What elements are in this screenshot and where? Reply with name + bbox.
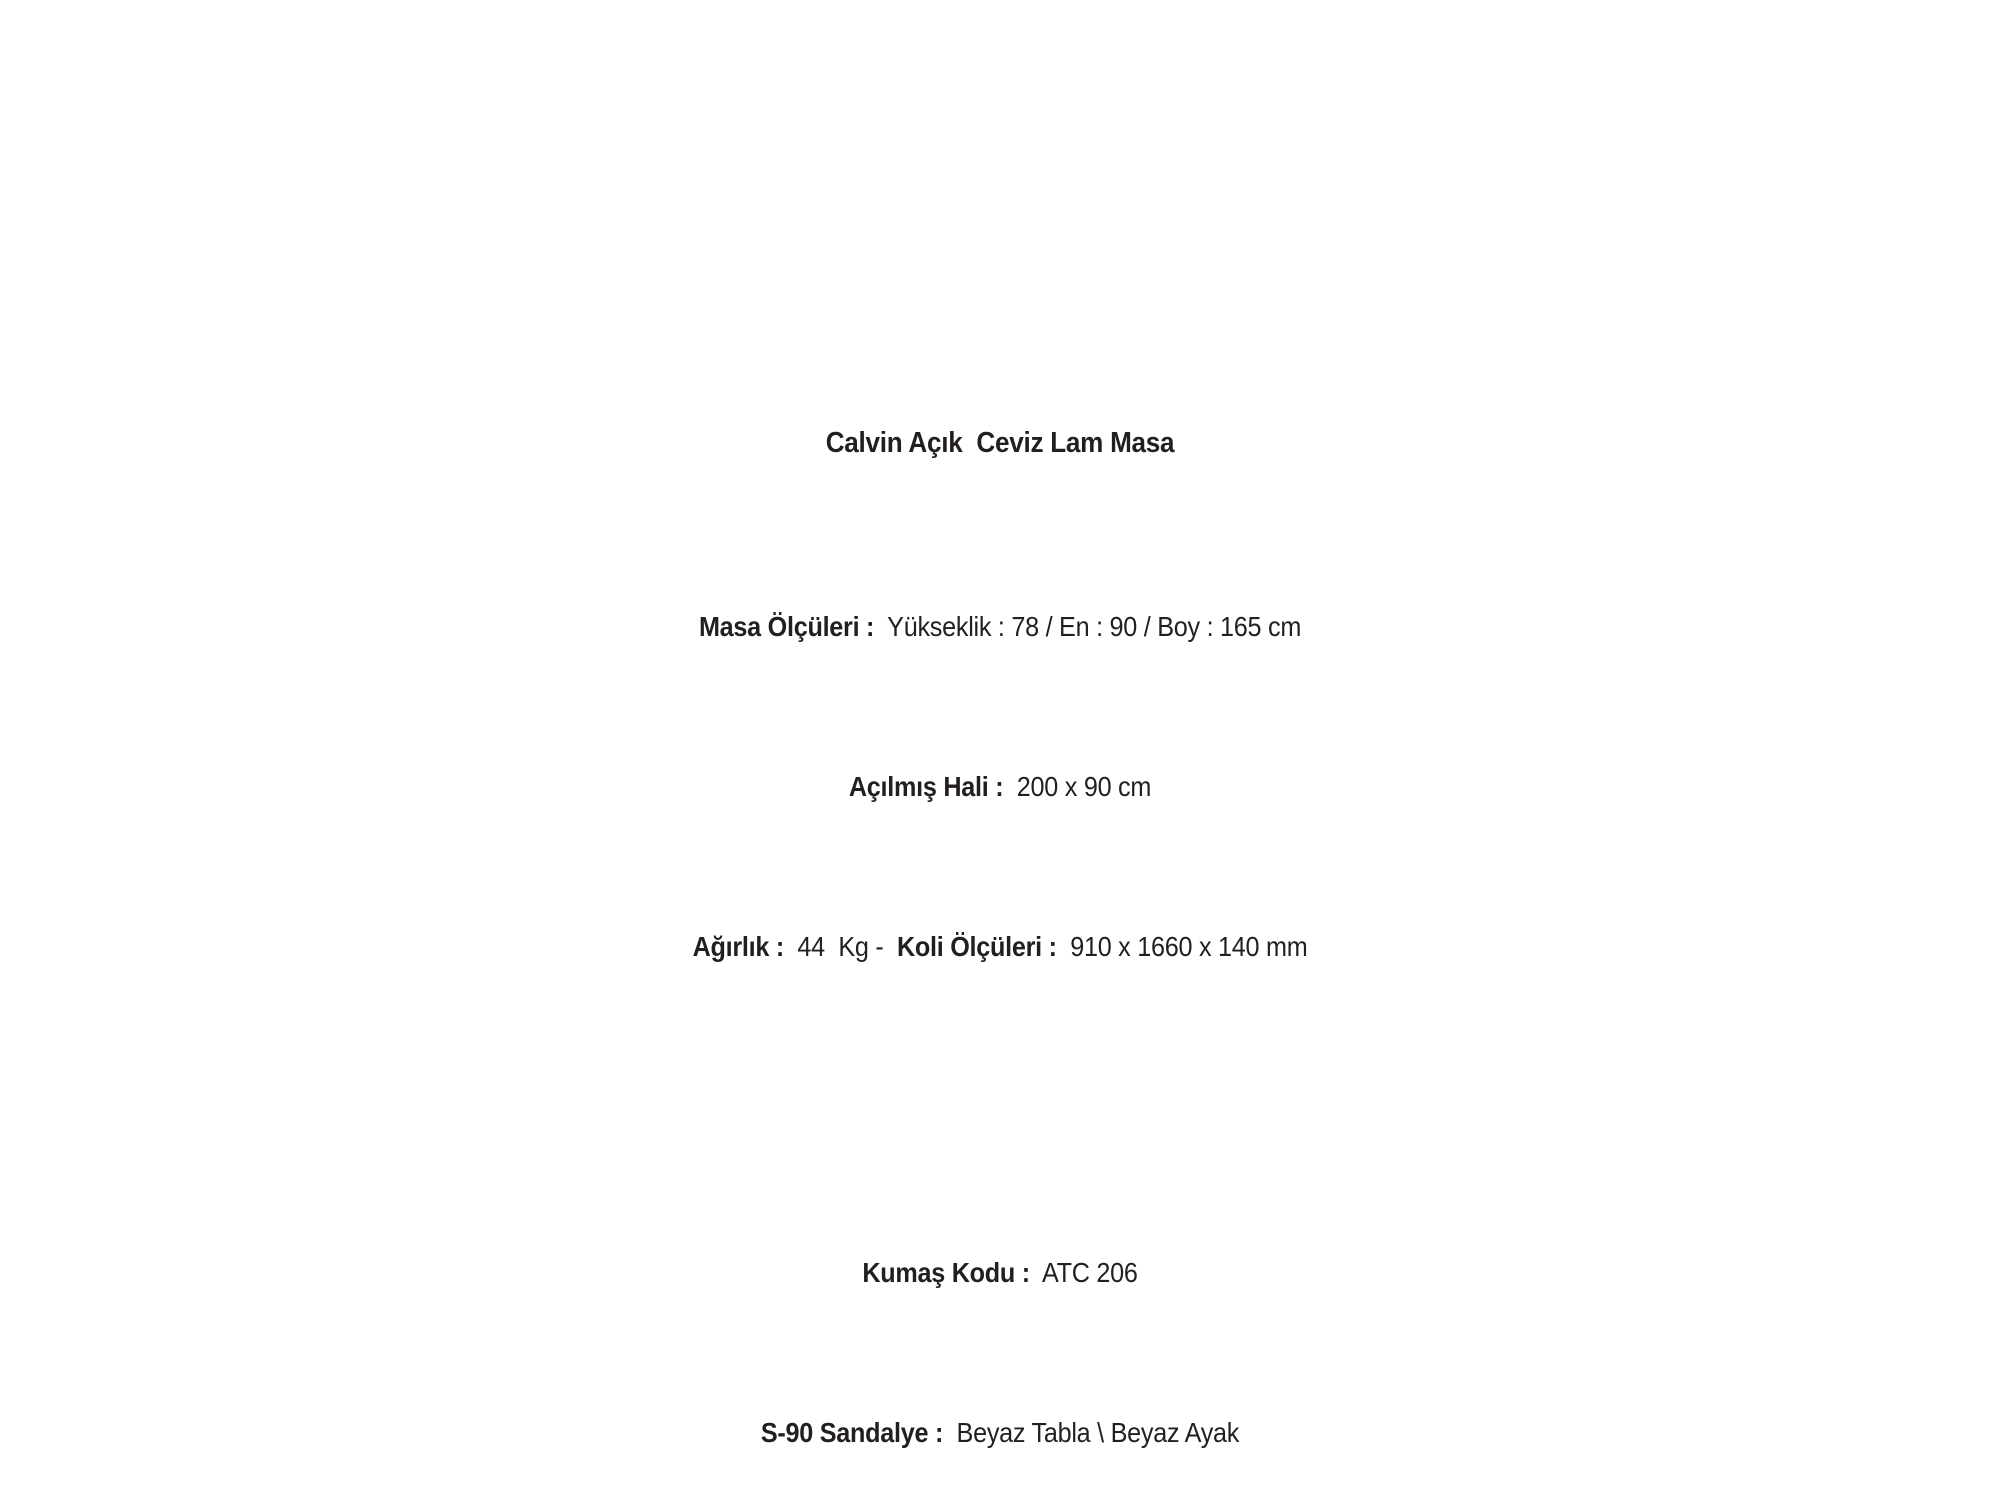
spec-value-fabric-code: ATC 206	[1029, 1257, 1138, 1288]
spec-line-open-size	[100, 767, 1900, 807]
spec-value-table-size: Yükseklik : 78 / En : 90 / Boy : 165 cm	[874, 611, 1302, 642]
spec-label-table-size: Masa Ölçüleri :	[698, 611, 875, 642]
product-spec-sheet	[100, 343, 1900, 1493]
spec-line-fabric-code	[100, 1253, 1900, 1293]
spec-line-weight-and-box	[100, 927, 1900, 967]
section-gap	[100, 1087, 1900, 1133]
spec-line-table-size	[100, 607, 1900, 647]
spec-value-chair: Beyaz Tabla \ Beyaz Ayak	[943, 1417, 1240, 1448]
spec-label-fabric-code: Kumaş Kodu :	[862, 1257, 1030, 1288]
spec-value-open-size: 200 x 90 cm	[1003, 771, 1152, 802]
spec-label-weight: Ağırlık :	[692, 931, 784, 962]
product-title: Calvin Açık Ceviz Lam Masa	[825, 427, 1175, 459]
spec-label-open-size: Açılmış Hali :	[848, 771, 1004, 802]
spec-label-box-size: Koli Ölçüleri :	[890, 931, 1057, 962]
spec-line-chair	[100, 1413, 1900, 1453]
spec-value-box-size: 910 x 1660 x 140 mm	[1056, 931, 1308, 962]
spec-value-weight: 44 Kg -	[783, 931, 891, 962]
spec-label-chair: S-90 Sandalye :	[760, 1417, 944, 1448]
